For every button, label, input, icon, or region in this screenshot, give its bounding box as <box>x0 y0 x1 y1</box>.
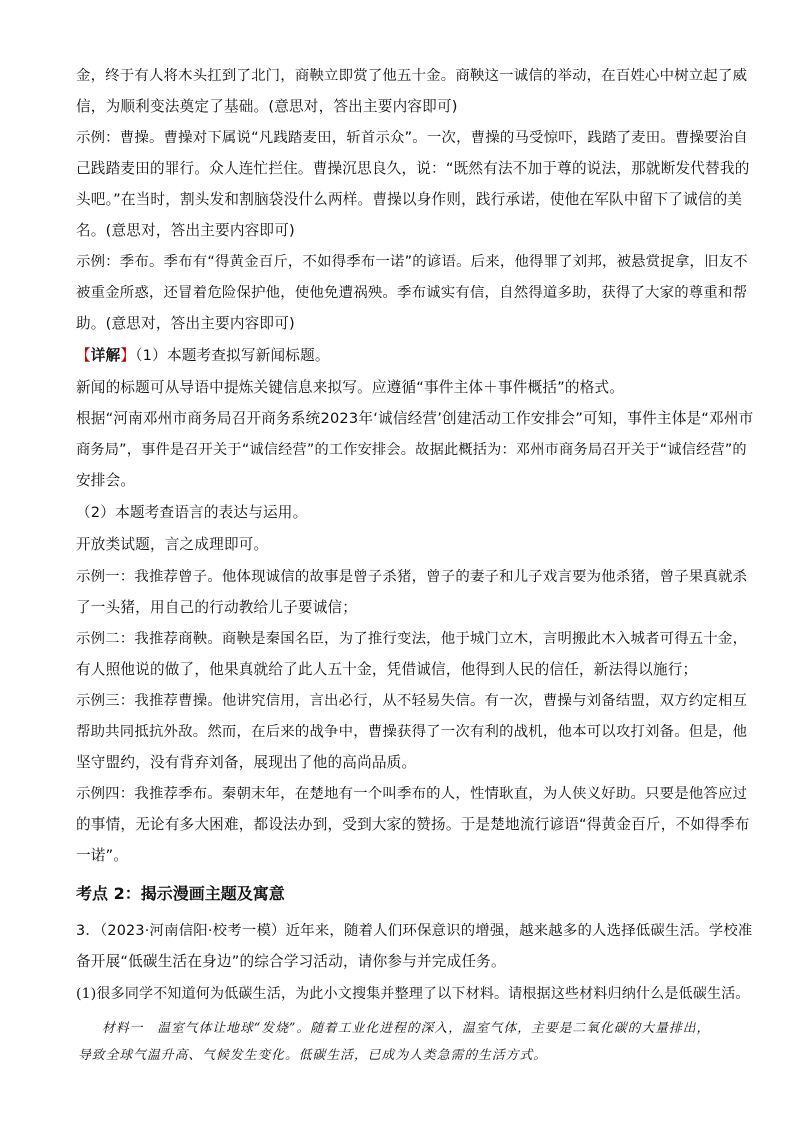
text-line: 开放类试题，言之成理即可。 <box>76 536 269 553</box>
text-line: 名。(意思对，答出主要内容即可) <box>76 222 295 239</box>
text-line: 示例二：我推荐商鞅。商鞅是秦国名臣，为了推行变法，他于城门立木，言明搬此木入城者可得五十金， <box>76 631 748 647</box>
text-line: 助。(意思对，答出主要内容即可) <box>76 315 295 332</box>
text-line: 有人照他说的做了，他果真就给了此人五十金，凭借诚信，他得到人民的信任，新法得以施行； <box>76 661 698 678</box>
text-line: 金，终于有人将木头扛到了北门，商鞅立即赏了他五十金。商鞅这一诚信的举动，在百姓心中树立起了威 <box>76 68 748 84</box>
question-line: 备开展“低碳生活在身边”的综合学习活动，请你参与并完成任务。 <box>76 953 506 970</box>
text-line: 头吧。”在当时，割头发和割脑袋没什么两样。曹操以身作则，践行承诺，使他在军队中留下了诚信的美 <box>76 191 743 208</box>
section-heading: 考点 2：揭示漫画主题及寓意 <box>76 884 285 903</box>
material-line: 导致全球气温升高、气候发生变化。低碳生活，已成为人类急需的生活方式。 <box>78 1048 548 1063</box>
text-line: 示例一：我推荐曾子。他体现诚信的故事是曾子杀猪，曾子的妻子和儿子戏言要为他杀猪，曾子果真就杀 <box>76 569 748 585</box>
detail-bracket-right: 】 <box>120 347 136 364</box>
text-line: （2）本题考查语言的表达与运用。 <box>76 504 308 521</box>
text-line: 被重金所惑，还冒着危险保护他，使他免遭祸殃。季布诚实有信，自然得道多助，获得了大家的尊重和帮 <box>76 285 748 301</box>
text-line: 新闻的标题可从导语中提炼关键信息来拟写。应遵循“事件主体＋事件概括”的格式。 <box>76 379 625 396</box>
text-line: 根据“河南邓州市商务局召开商务系统2023年‘诚信经营’创建活动工作安排会”可知，事件主体是“邓州市 <box>76 410 754 427</box>
text-line: 示例：曹操。曹操对下属说“凡践踏麦田，斩首示众”。一次，曹操的马受惊吓，践踏了麦田。曹操要治自 <box>76 130 748 146</box>
text-line: 示例四：我推荐季布。秦朝末年，在楚地有一个叫季布的人，性情耿直，为人侠义好助。只要是他答应过 <box>76 786 748 802</box>
text-line: 示例：季布。季布有“得黄金百斤，不如得季布一诺”的谚语。后来，他得罪了刘邦，被悬赏捉拿，旧友不 <box>76 254 748 270</box>
text-line: 商务局”，事件是召开关于“诚信经营”的工作安排会。故据此概括为：邓州市商务局召开关于“诚信经营”的 <box>76 442 747 458</box>
detail-label: 详解 <box>90 347 121 364</box>
question-line: (1)很多同学不知道何为低碳生活，为此小文搜集并整理了以下材料。请根据这些材料归纳什么是低碳生活。 <box>76 986 750 1002</box>
text-line: 己践踏麦田的罪行。众人连忙拦住。曹操沉思良久，说：“既然有法不加于尊的说法，那就断发代替我的 <box>76 160 750 177</box>
material-line: 材料一 温室气体让地球“发烧”。随着工业化进程的深入，温室气体，主要是二氧化碳的大量排出， <box>102 1021 711 1036</box>
detail-text: （1）本题考查拟写新闻标题。 <box>135 347 330 364</box>
text-line: 一诺”。 <box>76 847 129 864</box>
text-line: 坚守盟约，没有背弃刘备，展现出了他的高尚品质。 <box>76 754 417 771</box>
text-line: 帮助共同抵抗外敌。然而，在后来的战争中，曹操获得了一次有利的战机，他本可以攻打刘备。但是，他 <box>76 724 748 740</box>
text-line: 了一头猪，用自己的行动教给儿子要诚信； <box>76 599 358 616</box>
text-line: 示例三：我推荐曹操。他讲究信用，言出必行，从不轻易失信。有一次，曹操与刘备结盟，双方约定相互 <box>76 693 748 709</box>
text-line: 安排会。 <box>76 472 136 489</box>
detail-line <box>76 346 726 366</box>
text-line: 信，为顺利变法奠定了基础。(意思对，答出主要内容即可) <box>76 98 458 115</box>
question-line: 3．（2023·河南信阳·校考一模）近年来，随着人们环保意识的增强，越来越多的人选择低碳生活。学校准 <box>76 923 753 939</box>
detail-bracket-left: 【 <box>76 347 91 364</box>
text-line: 的事情，无论有多大困难，都设法办到，受到大家的赞扬。于是楚地流行谚语“得黄金百斤，不如得季布 <box>76 816 750 833</box>
